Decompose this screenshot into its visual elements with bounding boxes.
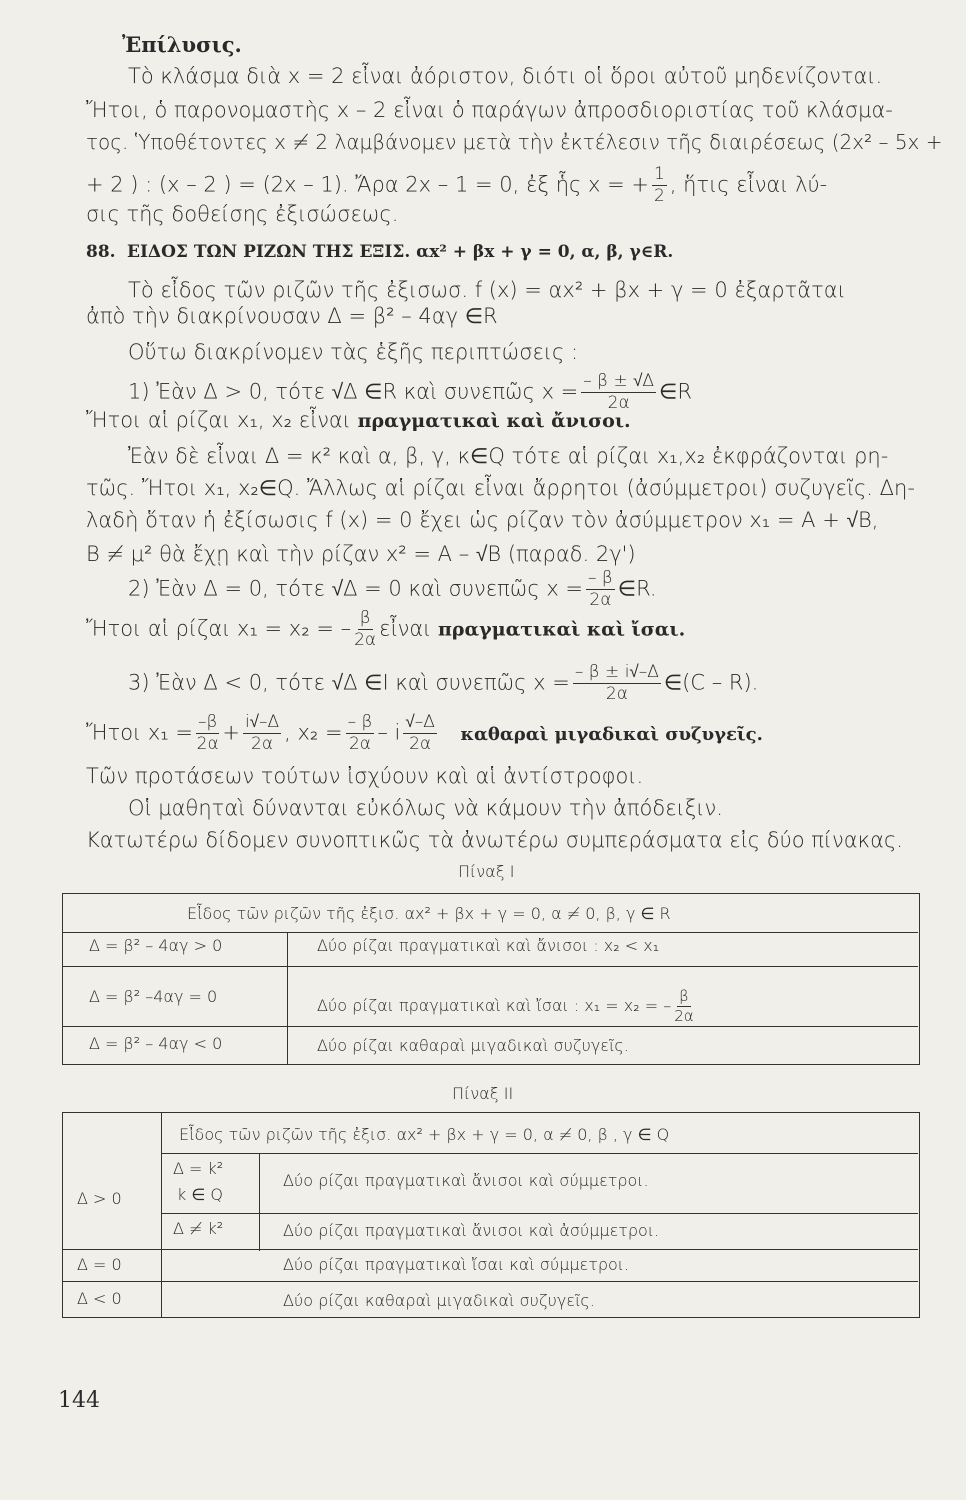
divider: [161, 1113, 162, 1317]
table-cell: Δ ≠ k²: [173, 1219, 224, 1238]
table-cell: Δύο ρίζαι καθαραὶ μιγαδικαὶ συζυγεῖς.: [283, 1291, 595, 1310]
table-cell: Δύο ρίζαι πραγματικαὶ ἄνισοι καὶ σύμμετροι.: [283, 1171, 649, 1190]
section-heading: 88. ΕΙΔΟΣ ΤΩΝ ΡΙΖΩΝ ΤΗΣ ΕΞΙΣ. αx² + βx + γ = 0, α, β, γ∈R.: [86, 242, 674, 262]
table-2-caption: Πίναξ II: [452, 1084, 514, 1103]
divider: [259, 1153, 260, 1251]
case-3: 3) Ἐὰν Δ < 0, τότε √Δ ∈I καὶ συνεπῶς x = $\frac{- \beta \pm i√-\Delta}{2\alpha}$ ∈(C – R).: [128, 662, 759, 704]
table-cell: Δ = β² –4αγ = 0: [89, 987, 218, 1006]
text-line: Οὕτω διακρίνομεν τὰς ἑξῆς περιπτώσεις :: [128, 340, 579, 364]
table-2-header: Εἶδος τῶν ριζῶν τῆς ἐξισ. αx² + βx + γ = 0, α ≠ 0, β , γ ∈ Q: [179, 1125, 670, 1144]
text-line: Ἤτοι x₁ = $\frac{-\beta}{2\alpha}$ + $\frac{i√-\Delta}{2\alpha}$ , x₂ = $\frac{- \beta}{2\alpha}$ – i $\frac{√-\Delta}{2\alpha}$ καθαραὶ μιγαδικαὶ συζυγεῖς.: [86, 712, 763, 754]
table-cell: k ∈ Q: [177, 1185, 223, 1204]
page-number: 144: [58, 1388, 100, 1413]
text-line: + 2 ) : (x – 2 ) = (2x – 1). Ἄρα 2x – 1 = 0, ἐξ ἧς x = + $\frac{1}{2}$ , ἥτις εἶναι λύ-: [86, 164, 828, 206]
text-line: Ἤτοι αἱ ρίζαι x₁ = x₂ = – $\frac{\beta}{2\alpha}$ εἶναι πραγματικαὶ καὶ ἴσαι.: [86, 608, 686, 650]
table-cell: Δ < 0: [77, 1289, 122, 1308]
text-line: Ἤτοι, ὁ παρονομαστὴς x – 2 εἶναι ὁ παράγων ἀπροσδιοριστίας τοῦ κλάσμα-: [86, 98, 893, 122]
divider: [161, 1153, 918, 1154]
text-line: τος. Ὑποθέτοντες x ≠ 2 λαμβάνομεν μετὰ τὴν ἐκτέλεσιν τῆς διαιρέσεως (2x² – 5x +: [86, 130, 943, 154]
divider: [63, 932, 918, 933]
table-cell: Δύο ρίζαι πραγματικαὶ ἄνισοι καὶ ἀσύμμετροι.: [283, 1221, 660, 1240]
text-line: Τὸ κλάσμα διὰ x = 2 εἶναι ἀόριστον, διότι οἱ ὅροι αὐτοῦ μηδενίζονται.: [128, 64, 883, 88]
table-1-caption: Πίναξ I: [458, 862, 515, 881]
table-1: [62, 893, 920, 1065]
table-cell: Δύο ρίζαι πραγματικαὶ καὶ ἴσαι : x₁ = x₂ = – $\frac{\beta}{2\alpha}$: [317, 987, 694, 1025]
table-cell: Δύο ρίζαι πραγματικαὶ ἴσαι καὶ σύμμετροι.: [283, 1255, 630, 1274]
text-line: Ἤτοι αἱ ρίζαι x₁, x₂ εἶναι πραγματικαὶ καὶ ἄνισοι.: [86, 408, 631, 432]
case-1: 1) Ἐὰν Δ > 0, τότε √Δ ∈R καὶ συνεπῶς x = $\frac{- \beta \pm √\Delta}{2\alpha}$ ∈R: [128, 371, 692, 413]
text-line: Κατωτέρω δίδομεν συνοπτικῶς τὰ ἀνωτέρω συμπεράσματα εἰς δύο πίνακας.: [86, 828, 903, 852]
table-cell: Δ = 0: [77, 1255, 122, 1274]
text-line: σις τῆς δοθείσης ἐξισώσεως.: [86, 202, 399, 226]
table-1-header: Εἶδος τῶν ριζῶν τῆς ἐξισ. αx² + βx + γ = 0, α ≠ 0, β, γ ∈ R: [187, 904, 671, 923]
case-2: 2) Ἐὰν Δ = 0, τότε √Δ = 0 καὶ συνεπῶς x = $\frac{- \beta}{2\alpha}$ ∈R.: [128, 568, 657, 610]
divider: [63, 966, 918, 967]
table-2: [62, 1112, 920, 1318]
text-line: λαδὴ ὅταν ἡ ἐξίσωσις f (x) = 0 ἔχει ὡς ρίζαν τὸν ἀσύμμετρον x₁ = A + √B,: [86, 508, 879, 532]
text-line: ἀπὸ τὴν διακρίνουσαν Δ = β² – 4αγ ∈R: [86, 304, 498, 328]
table-cell: Δ = β² – 4αγ > 0: [89, 936, 223, 955]
text-line: B ≠ μ² θὰ ἔχῃ καὶ τὴν ρίζαν x² = A – √B (παραδ. 2γ'): [86, 542, 636, 566]
text-line: Τῶν προτάσεων τούτων ἰσχύουν καὶ αἱ ἀντίστροφοι.: [86, 764, 644, 788]
text-line: τῶς. Ἤτοι x₁, x₂∈Q. Ἄλλως αἱ ρίζαι εἶναι ἄρρητοι (ἀσύμμετροι) συζυγεῖς. Δη-: [86, 476, 915, 500]
table-cell: Δύο ρίζαι πραγματικαὶ καὶ ἄνισοι : x₂ < x₁: [317, 936, 660, 955]
text-line: Ἐὰν δὲ εἶναι Δ = κ² καὶ α, β, γ, κ∈Q τότε αἱ ρίζαι x₁,x₂ ἐκφράζονται ρη-: [128, 444, 889, 468]
divider: [63, 1026, 918, 1027]
table-cell: Δ > 0: [77, 1189, 122, 1208]
table-cell: Δύο ρίζαι καθαραὶ μιγαδικαὶ συζυγεῖς.: [317, 1036, 629, 1055]
solution-heading: Ἐπίλυσις.: [122, 32, 242, 57]
table-cell: Δ = β² – 4αγ < 0: [89, 1034, 223, 1053]
divider: [161, 1213, 918, 1214]
divider: [63, 1249, 918, 1250]
text-line: Οἱ μαθηταὶ δύνανται εὐκόλως νὰ κάμουν τὴν ἀπόδειξιν.: [128, 796, 723, 820]
divider: [63, 1281, 918, 1282]
text-line: Τὸ εἶδος τῶν ριζῶν τῆς ἐξισωσ. f (x) = αx² + βx + γ = 0 ἐξαρτᾶται: [128, 278, 846, 302]
divider: [287, 932, 288, 1064]
table-cell: Δ = k²: [173, 1159, 224, 1178]
